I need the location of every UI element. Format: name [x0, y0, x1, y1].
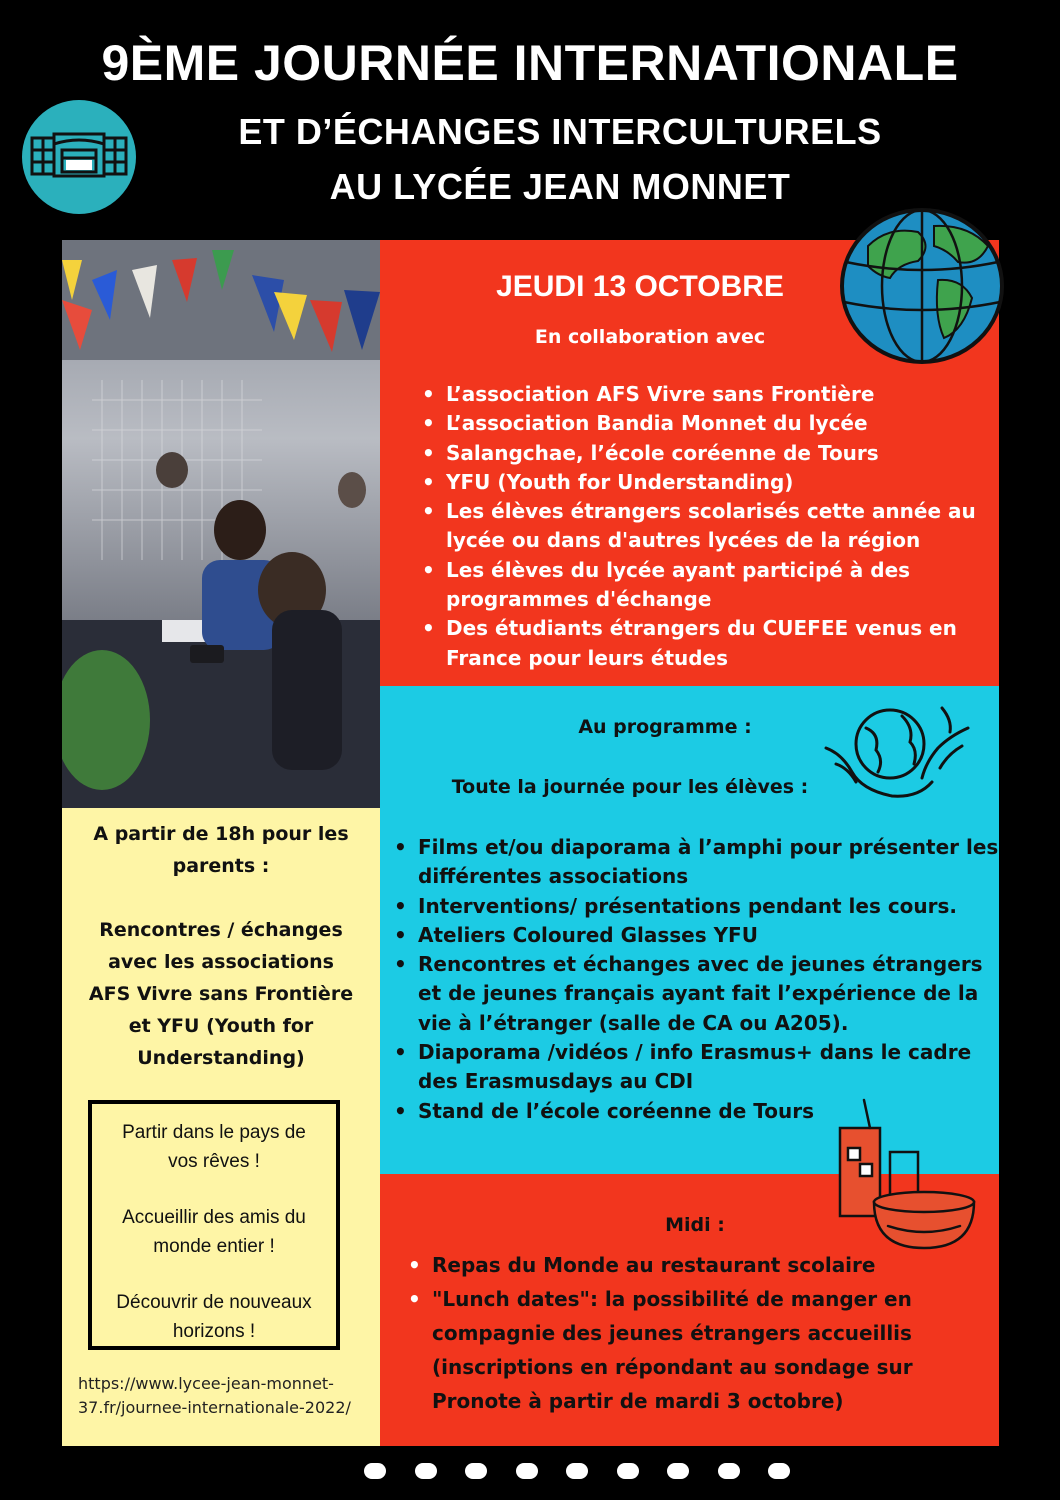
partners-list: [420, 380, 1006, 673]
parents-section: [62, 808, 380, 1446]
programme-item: • Ateliers Coloured Glasses YFU: [418, 921, 1008, 950]
page-dot[interactable]: [415, 1463, 437, 1479]
title-line-3: AU LYCÉE JEAN MONNET: [329, 166, 791, 207]
partner-item: • YFU (Youth for Understanding): [446, 468, 1006, 497]
collab-label: En collaboration avec: [534, 326, 766, 348]
event-date: JEUDI 13 OCTOBRE: [496, 270, 784, 303]
page-dot[interactable]: [617, 1463, 639, 1479]
partner-item: • Les élèves du lycée ayant participé à des programmes d'échange: [446, 556, 1006, 615]
hands-holding-globe-icon: [822, 698, 972, 810]
partner-item: • Les élèves étrangers scolarisés cette année au lycée ou dans d'autres lycées de la région: [446, 497, 1006, 556]
drinks-and-bowl-icon: [834, 1098, 976, 1254]
page-dot[interactable]: [566, 1463, 588, 1479]
programme-title: Au programme :: [578, 716, 752, 738]
parents-body: Rencontres / échanges avec les associations AFS Vivre sans Frontière et YFU (Youth for Understanding): [88, 919, 354, 1069]
programme-item: • Stand de l’école coréenne de Tours: [418, 1097, 1008, 1126]
page-dot[interactable]: [516, 1463, 538, 1479]
partner-item: • Des étudiants étrangers du CUEFEE venus en France pour leurs études: [446, 614, 1006, 673]
students-photo: [62, 240, 380, 808]
midi-title: Midi :: [665, 1214, 725, 1236]
slogan: Découvrir de nouveaux horizons !: [116, 1292, 312, 1342]
midi-item: • Repas du Monde au restaurant scolaire: [432, 1248, 972, 1282]
partner-item: • L’association AFS Vivre sans Frontière: [446, 380, 1006, 409]
programme-list: [392, 833, 1008, 1126]
slogan: Accueillir des amis du monde entier !: [122, 1207, 306, 1257]
programme-item: • Rencontres et échanges avec de jeunes étrangers et de jeunes français ayant fait l’expérience de la vie à l’étranger (salle de CA ou A205).: [418, 950, 1008, 1038]
partner-item: • L’association Bandia Monnet du lycée: [446, 409, 1006, 438]
school-logo-icon: [22, 100, 136, 214]
partner-item: • Salangchae, l’école coréenne de Tours: [446, 439, 1006, 468]
title-line-1: 9ÈME JOURNÉE INTERNATIONALE: [101, 35, 959, 91]
globe-icon: [838, 206, 1010, 366]
slogans-box: [88, 1100, 340, 1350]
slogan: Partir dans le pays de vos rêves !: [122, 1122, 306, 1172]
midi-item: • "Lunch dates": la possibilité de manger en compagnie des jeunes étrangers accueillis (inscriptions en répondant au sondage sur Pronote à partir de mardi 3 octobre): [432, 1282, 972, 1418]
programme-subtitle: Toute la journée pour les élèves :: [451, 776, 809, 798]
programme-item: • Diaporama /vidéos / info Erasmus+ dans le cadre des Erasmusdays au CDI: [418, 1038, 1008, 1097]
event-url[interactable]: https://www.lycee-jean-monnet- 37.fr/journee-internationale-2022/: [78, 1374, 351, 1417]
title-line-2: ET D’ÉCHANGES INTERCULTURELS: [238, 111, 882, 152]
parents-heading: A partir de 18h pour les parents :: [93, 823, 349, 877]
midi-list: [406, 1248, 972, 1418]
page-dot[interactable]: [768, 1463, 790, 1479]
page-dot[interactable]: [667, 1463, 689, 1479]
page-dot[interactable]: [718, 1463, 740, 1479]
programme-item: • Interventions/ présentations pendant les cours.: [418, 892, 1008, 921]
page-dot[interactable]: [364, 1463, 386, 1479]
programme-item: • Films et/ou diaporama à l’amphi pour présenter les différentes associations: [418, 833, 1008, 892]
page-dot[interactable]: [465, 1463, 487, 1479]
